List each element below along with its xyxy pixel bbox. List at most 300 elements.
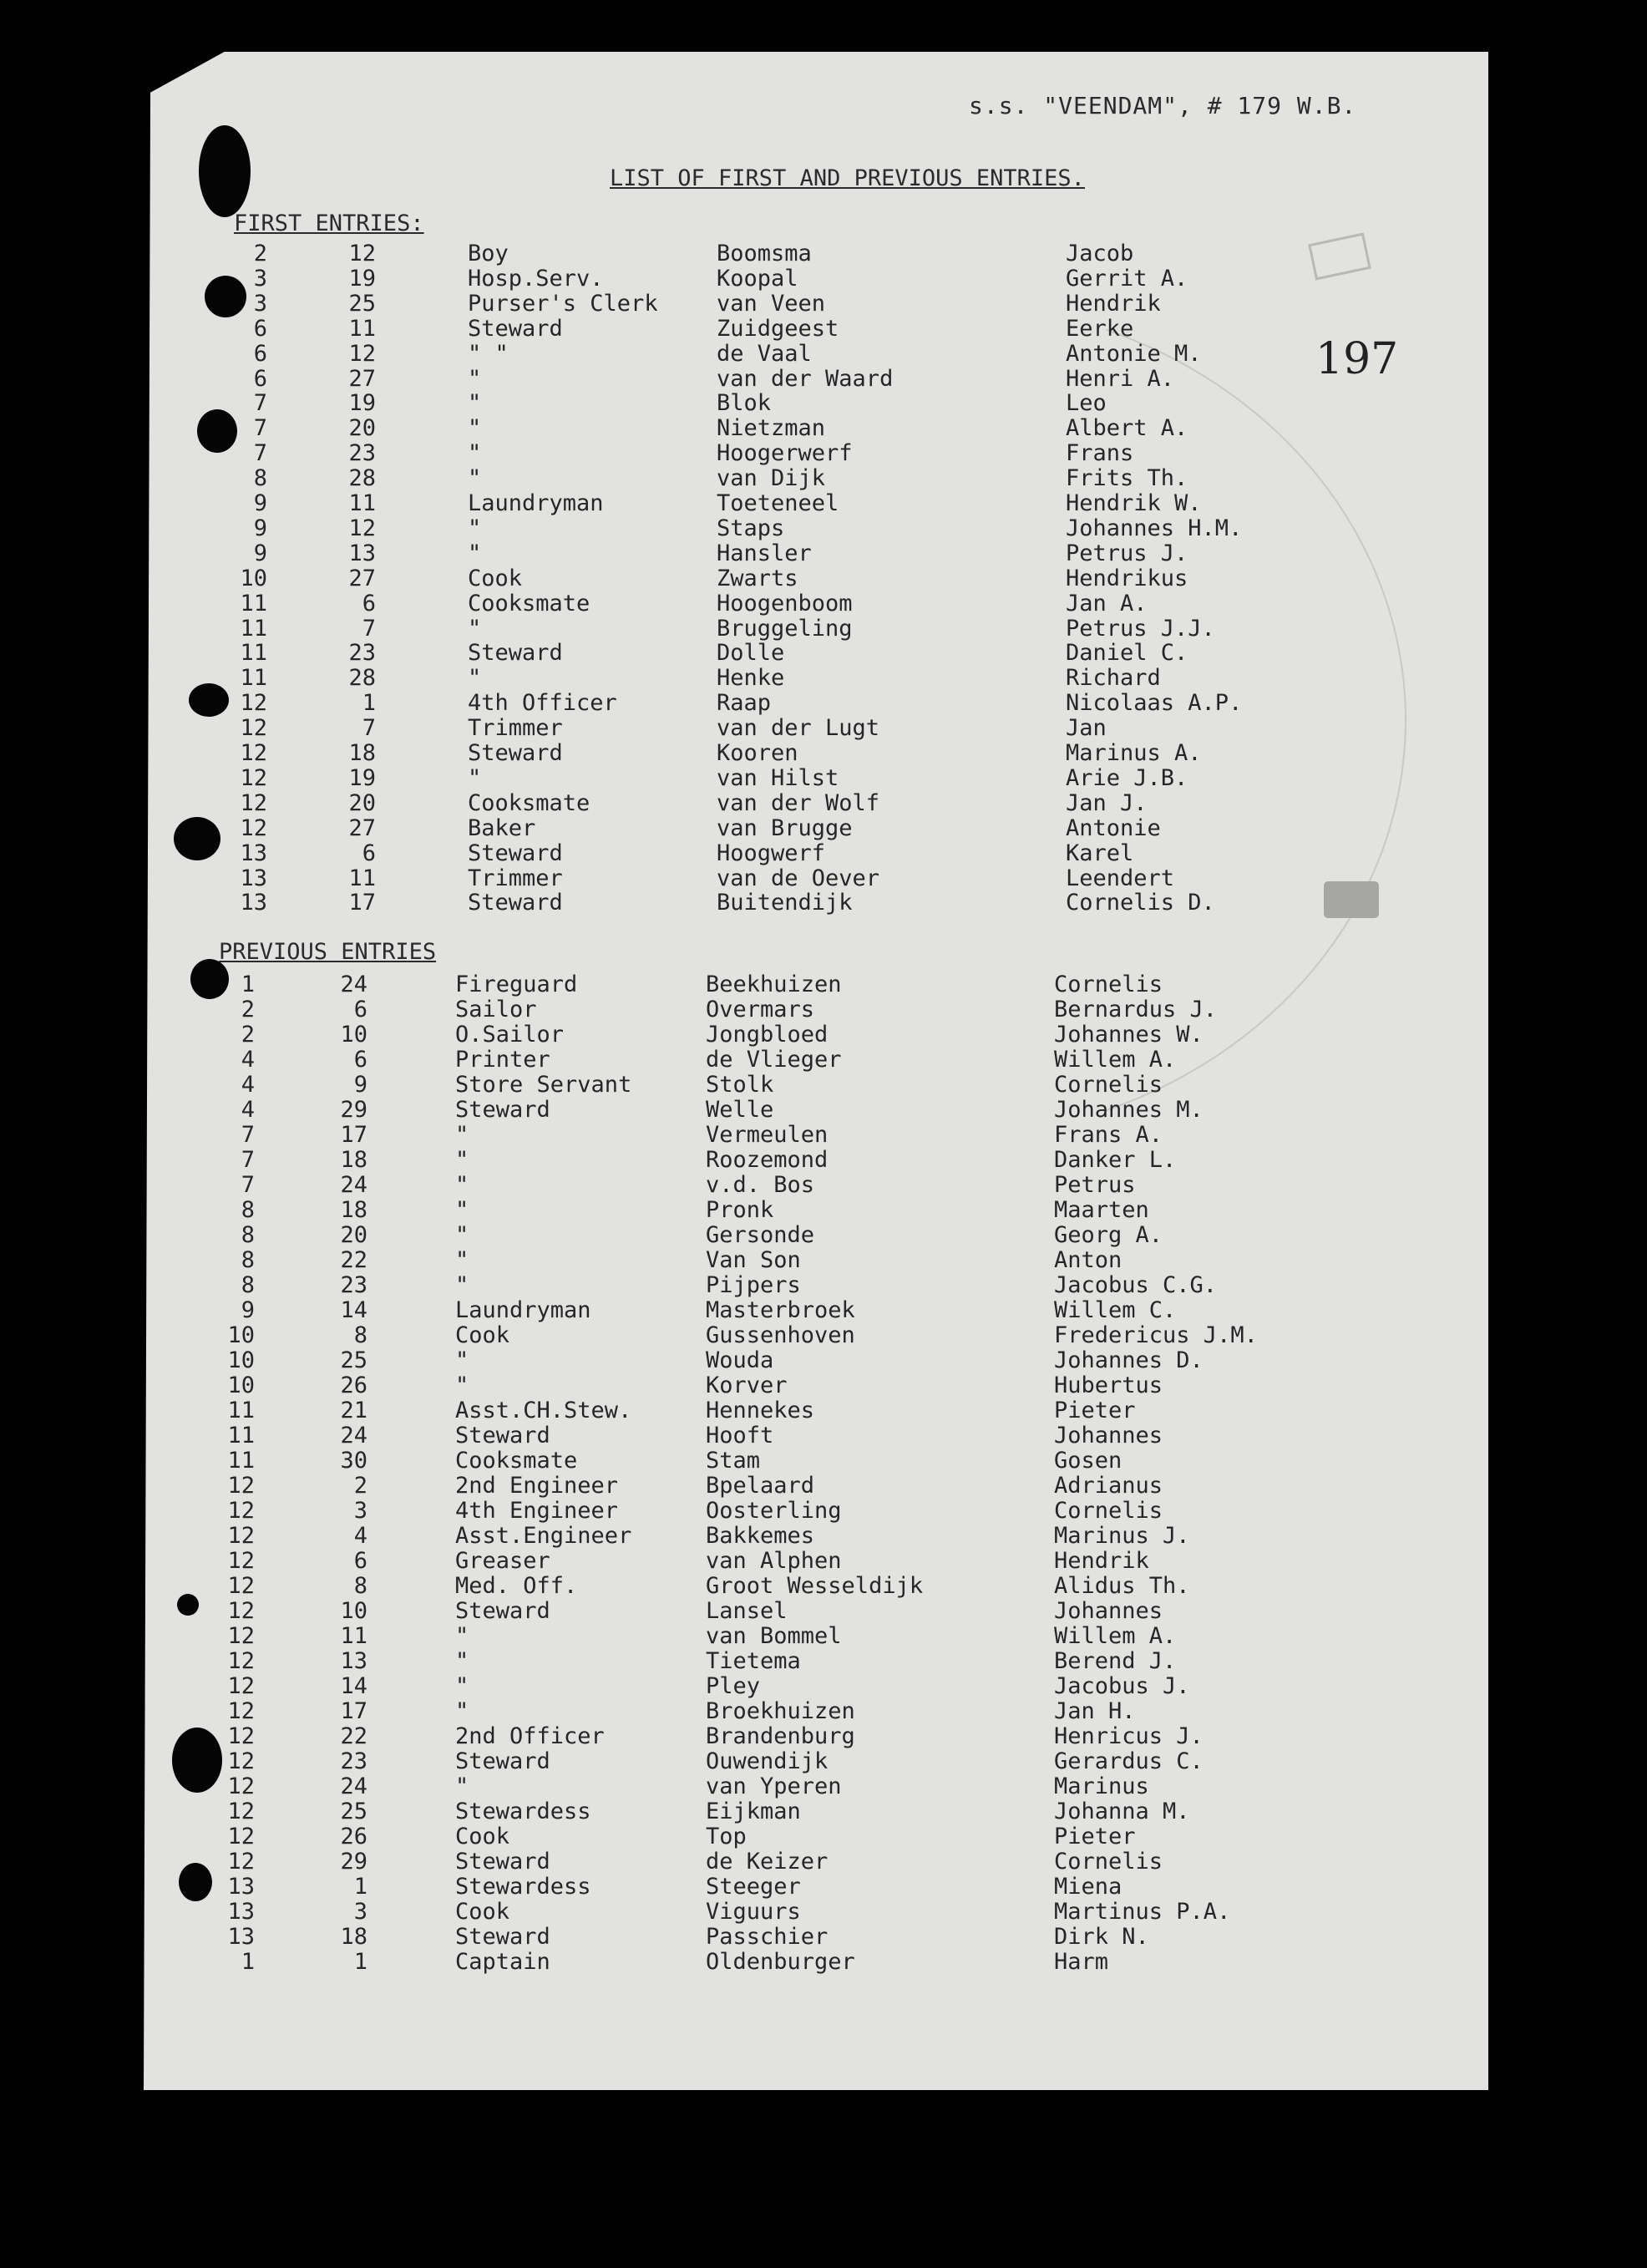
entry-row [0,1197,1647,1222]
entry-row [0,440,1647,465]
day-cell: 3 [353,1498,367,1524]
surname-cell: Bakkemes [706,1523,815,1549]
rating-cell: Cooksmate [468,790,590,816]
day-cell: 22 [340,1247,367,1273]
surname-cell: Henke [717,665,785,691]
entry-row [0,266,1647,291]
surname-cell: Stolk [706,1072,774,1098]
given-name-cell: Frans A. [1054,1122,1163,1148]
rating-cell: " [455,1222,469,1248]
month-cell: 8 [253,465,267,491]
given-name-cell: Hubertus [1054,1372,1163,1398]
day-cell: 21 [340,1398,367,1423]
entry-row [0,1047,1647,1072]
surname-cell: Hoogerwerf [717,440,853,466]
month-cell: 9 [241,1297,255,1323]
entry-row [0,890,1647,915]
entry-row [0,1097,1647,1122]
surname-cell: Zwarts [717,566,798,591]
month-cell: 8 [241,1197,255,1223]
entry-row [0,390,1647,415]
rating-cell: Asst.CH.Stew. [455,1398,632,1423]
given-name-cell: Martinus P.A. [1054,1899,1231,1925]
entry-row [0,316,1647,341]
month-cell: 12 [240,715,267,741]
surname-cell: Eijkman [706,1799,801,1824]
entry-row [0,465,1647,490]
rating-cell: " [455,1272,469,1298]
surname-cell: Beekhuizen [706,972,842,997]
day-cell: 27 [348,366,376,392]
month-cell: 12 [227,1523,255,1549]
rating-cell: Med. Off. [455,1573,578,1599]
rating-cell: Cook [468,566,523,591]
entry-row [0,1297,1647,1322]
surname-cell: van de Oever [717,865,880,891]
page-number: 197 [1315,334,1399,384]
day-cell: 6 [362,840,376,866]
month-cell: 7 [241,1147,255,1173]
surname-cell: Gussenhoven [706,1322,855,1348]
surname-cell: van der Lugt [717,715,880,741]
surname-cell: van Veen [717,291,826,317]
entry-row [0,241,1647,266]
section-title: FIRST ENTRIES: [234,211,424,236]
given-name-cell: Alidus Th. [1054,1573,1190,1599]
day-cell: 18 [340,1197,367,1223]
surname-cell: Lansel [706,1598,788,1624]
month-cell: 11 [227,1448,255,1474]
entry-row [0,1448,1647,1473]
rating-cell: " [468,366,482,392]
surname-cell: Roozemond [706,1147,829,1173]
surname-cell: Buitendijk [717,890,853,916]
month-cell: 6 [253,316,267,342]
month-cell: 12 [227,1498,255,1524]
given-name-cell: Anton [1054,1247,1122,1273]
month-cell: 3 [253,291,267,317]
rating-cell: " [455,1247,469,1273]
day-cell: 20 [348,415,376,441]
month-cell: 12 [227,1799,255,1824]
rating-cell: " [468,765,482,791]
day-cell: 11 [348,865,376,891]
rating-cell: Cooksmate [468,591,590,616]
surname-cell: de Vlieger [706,1047,842,1073]
given-name-cell: Harm [1054,1949,1109,1975]
rating-cell: Steward [468,640,563,666]
day-cell: 17 [340,1698,367,1724]
surname-cell: Masterbroek [706,1297,855,1323]
rating-cell: Captain [455,1949,550,1975]
given-name-cell: Karel [1066,840,1134,866]
rating-cell: " [468,465,482,491]
given-name-cell: Nicolaas A.P. [1066,690,1243,716]
month-cell: 2 [253,241,267,266]
entry-row [0,865,1647,890]
day-cell: 6 [353,1047,367,1073]
rating-cell: Laundryman [468,490,604,516]
given-name-cell: Willem A. [1054,1047,1177,1073]
day-cell: 29 [340,1097,367,1123]
day-cell: 23 [340,1272,367,1298]
surname-cell: Pijpers [706,1272,801,1298]
entry-row [0,1899,1647,1924]
entry-row [0,415,1647,440]
month-cell: 12 [227,1748,255,1774]
surname-cell: Tietema [706,1648,801,1674]
rating-cell: Steward [455,1748,550,1774]
day-cell: 13 [340,1648,367,1674]
given-name-cell: Hendrik [1054,1548,1149,1574]
entry-row [0,1523,1647,1548]
given-name-cell: Fredericus J.M. [1054,1322,1258,1348]
day-cell: 28 [348,465,376,491]
month-cell: 6 [253,366,267,392]
given-name-cell: Frans [1066,440,1134,466]
entry-row [0,1498,1647,1523]
entry-row [0,490,1647,515]
rating-cell: Sailor [455,997,537,1022]
entry-row [0,1222,1647,1247]
surname-cell: van Dijk [717,465,826,491]
month-cell: 12 [240,815,267,841]
surname-cell: van Hilst [717,765,839,791]
given-name-cell: Leo [1066,390,1107,416]
rating-cell: " [455,1122,469,1148]
given-name-cell: Jacob [1066,241,1134,266]
entry-row [0,1147,1647,1172]
month-cell: 2 [241,1022,255,1048]
given-name-cell: Hendrikus [1066,566,1188,591]
day-cell: 25 [340,1347,367,1373]
entry-row [0,665,1647,690]
rating-cell: Steward [455,1598,550,1624]
day-cell: 11 [348,316,376,342]
rating-cell: " [468,515,482,541]
rating-cell: Trimmer [468,715,563,741]
given-name-cell: Richard [1066,665,1161,691]
rating-cell: Steward [468,840,563,866]
day-cell: 11 [340,1623,367,1649]
rating-cell: " [468,440,482,466]
surname-cell: Steeger [706,1874,801,1900]
given-name-cell: Petrus J.J. [1066,616,1215,642]
day-cell: 30 [340,1448,367,1474]
given-name-cell: Johannes D. [1054,1347,1204,1373]
entry-row [0,1247,1647,1272]
entry-row [0,291,1647,316]
month-cell: 12 [227,1698,255,1724]
month-cell: 10 [240,566,267,591]
given-name-cell: Marinus J. [1054,1523,1190,1549]
given-name-cell: Jan [1066,715,1107,741]
page-title: LIST OF FIRST AND PREVIOUS ENTRIES. [610,165,1085,191]
entry-row [0,1372,1647,1398]
day-cell: 12 [348,515,376,541]
rating-cell: " " [468,341,509,367]
surname-cell: Welle [706,1097,774,1123]
rating-cell: Steward [468,740,563,766]
day-cell: 24 [340,1773,367,1799]
given-name-cell: Jacobus J. [1054,1673,1190,1699]
rating-cell: 2nd Officer [455,1723,605,1749]
rating-cell: Steward [455,1423,550,1449]
surname-cell: Gersonde [706,1222,815,1248]
day-cell: 18 [348,740,376,766]
day-cell: 24 [340,1423,367,1449]
rating-cell: " [455,1147,469,1173]
entry-row [0,616,1647,641]
given-name-cell: Gerrit A. [1066,266,1188,292]
month-cell: 1 [241,972,255,997]
rating-cell: Cooksmate [455,1448,578,1474]
rating-cell: " [455,1623,469,1649]
surname-cell: Overmars [706,997,815,1022]
rating-cell: " [468,415,482,441]
month-cell: 10 [227,1347,255,1373]
month-cell: 12 [227,1598,255,1624]
given-name-cell: Cornelis [1054,1072,1163,1098]
surname-cell: v.d. Bos [706,1172,815,1198]
month-cell: 7 [241,1172,255,1198]
entry-row [0,341,1647,366]
day-cell: 28 [348,665,376,691]
month-cell: 10 [227,1372,255,1398]
given-name-cell: Hendrik W. [1066,490,1202,516]
surname-cell: Oldenburger [706,1949,855,1975]
day-cell: 22 [340,1723,367,1749]
rating-cell: Steward [455,1924,550,1950]
rating-cell: " [455,1347,469,1373]
rating-cell: " [455,1673,469,1699]
surname-cell: van Bommel [706,1623,842,1649]
given-name-cell: Maarten [1054,1197,1149,1223]
month-cell: 11 [240,665,267,691]
month-cell: 11 [227,1398,255,1423]
given-name-cell: Johanna M. [1054,1799,1190,1824]
given-name-cell: Pieter [1054,1824,1136,1849]
rating-cell: Purser's Clerk [468,291,658,317]
given-name-cell: Miena [1054,1874,1122,1900]
surname-cell: Groot Wesseldijk [706,1573,924,1599]
given-name-cell: Johannes M. [1054,1097,1204,1123]
day-cell: 7 [362,715,376,741]
given-name-cell: Johannes H.M. [1066,515,1243,541]
entry-row [0,1698,1647,1723]
given-name-cell: Berend J. [1054,1648,1177,1674]
rating-cell: Trimmer [468,865,563,891]
month-cell: 8 [241,1222,255,1248]
rating-cell: Boy [468,241,509,266]
surname-cell: Hoogwerf [717,840,826,866]
rating-cell: Steward [455,1849,550,1875]
given-name-cell: Jan J. [1066,790,1148,816]
entry-row [0,1172,1647,1197]
entry-row [0,1398,1647,1423]
month-cell: 4 [241,1097,255,1123]
entry-row [0,1824,1647,1849]
day-cell: 27 [348,815,376,841]
surname-cell: Staps [717,515,785,541]
entry-row [0,640,1647,665]
rating-cell: Laundryman [455,1297,591,1323]
surname-cell: Van Son [706,1247,801,1273]
entry-row [0,1573,1647,1598]
given-name-cell: Jan A. [1066,591,1148,616]
month-cell: 4 [241,1047,255,1073]
given-name-cell: Petrus [1054,1172,1136,1198]
rating-cell: Greaser [455,1548,550,1574]
month-cell: 12 [227,1673,255,1699]
rating-cell: " [455,1648,469,1674]
surname-cell: Brandenburg [706,1723,855,1749]
month-cell: 8 [241,1247,255,1273]
day-cell: 2 [353,1473,367,1499]
given-name-cell: Marinus A. [1066,740,1202,766]
entry-row [0,1673,1647,1698]
given-name-cell: Cornelis D. [1066,890,1215,916]
entry-row [0,1623,1647,1648]
entry-row [0,1548,1647,1573]
day-cell: 18 [340,1147,367,1173]
month-cell: 12 [240,790,267,816]
surname-cell: Dolle [717,640,785,666]
surname-cell: Kooren [717,740,798,766]
rating-cell: Stewardess [455,1874,591,1900]
rating-cell: " [468,616,482,642]
rating-cell: Printer [455,1047,550,1073]
entry-row [0,972,1647,997]
month-cell: 9 [253,540,267,566]
month-cell: 12 [227,1648,255,1674]
month-cell: 12 [240,765,267,791]
surname-cell: Ouwendijk [706,1748,829,1774]
day-cell: 20 [340,1222,367,1248]
day-cell: 6 [353,997,367,1022]
rating-cell: " [455,1197,469,1223]
day-cell: 12 [348,341,376,367]
given-name-cell: Johannes [1054,1598,1163,1624]
day-cell: 19 [348,765,376,791]
day-cell: 19 [348,266,376,292]
rating-cell: Steward [468,890,563,916]
day-cell: 26 [340,1824,367,1849]
day-cell: 3 [353,1899,367,1925]
month-cell: 12 [227,1773,255,1799]
given-name-cell: Arie J.B. [1066,765,1188,791]
given-name-cell: Cornelis [1054,1498,1163,1524]
surname-cell: Blok [717,390,772,416]
month-cell: 13 [240,865,267,891]
day-cell: 14 [340,1297,367,1323]
rating-cell: Asst.Engineer [455,1523,632,1549]
rating-cell: Steward [455,1097,550,1123]
month-cell: 6 [253,341,267,367]
given-name-cell: Danker L. [1054,1147,1177,1173]
entry-row [0,366,1647,391]
day-cell: 23 [348,640,376,666]
month-cell: 13 [227,1899,255,1925]
month-cell: 11 [240,616,267,642]
rating-cell: Baker [468,815,536,841]
surname-cell: van Brugge [717,815,853,841]
day-cell: 25 [340,1799,367,1824]
month-cell: 1 [241,1949,255,1975]
surname-cell: Hoogenboom [717,591,853,616]
entry-row [0,1799,1647,1824]
given-name-cell: Pieter [1054,1398,1136,1423]
given-name-cell: Cornelis [1054,1849,1163,1875]
month-cell: 7 [253,390,267,416]
given-name-cell: Henri A. [1066,366,1175,392]
given-name-cell: Adrianus [1054,1473,1163,1499]
rating-cell: Cook [455,1824,510,1849]
month-cell: 11 [240,640,267,666]
day-cell: 27 [348,566,376,591]
month-cell: 12 [240,690,267,716]
day-cell: 23 [348,440,376,466]
entry-row [0,1322,1647,1347]
given-name-cell: Jacobus C.G. [1054,1272,1218,1298]
entry-row [0,840,1647,865]
surname-cell: Top [706,1824,747,1849]
given-name-cell: Eerke [1066,316,1134,342]
rating-cell: Fireguard [455,972,578,997]
entry-row [0,1423,1647,1448]
rating-cell: " [455,1698,469,1724]
day-cell: 10 [340,1022,367,1048]
rating-cell: " [455,1773,469,1799]
given-name-cell: Leendert [1066,865,1175,891]
rating-cell: Stewardess [455,1799,591,1824]
rating-cell: 4th Officer [468,690,617,716]
month-cell: 12 [227,1548,255,1574]
entry-row [0,765,1647,790]
given-name-cell: Dirk N. [1054,1924,1149,1950]
day-cell: 1 [362,690,376,716]
given-name-cell: Johannes W. [1054,1022,1204,1048]
surname-cell: de Keizer [706,1849,829,1875]
surname-cell: van der Waard [717,366,894,392]
given-name-cell: Albert A. [1066,415,1188,441]
month-cell: 11 [240,591,267,616]
entry-row [0,1347,1647,1372]
month-cell: 12 [227,1723,255,1749]
rating-cell: " [468,390,482,416]
day-cell: 24 [340,972,367,997]
given-name-cell: Willem C. [1054,1297,1177,1323]
entry-row [0,515,1647,540]
day-cell: 18 [340,1924,367,1950]
day-cell: 19 [348,390,376,416]
entry-row [0,1748,1647,1773]
month-cell: 10 [227,1322,255,1348]
month-cell: 12 [240,740,267,766]
month-cell: 2 [241,997,255,1022]
entry-row [0,997,1647,1022]
given-name-cell: Jan H. [1054,1698,1136,1724]
surname-cell: Oosterling [706,1498,842,1524]
punch-hole [199,125,251,217]
rating-cell: " [468,540,482,566]
month-cell: 4 [241,1072,255,1098]
rating-cell: " [468,665,482,691]
surname-cell: Raap [717,690,772,716]
day-cell: 7 [362,616,376,642]
surname-cell: Viguurs [706,1899,801,1925]
day-cell: 11 [348,490,376,516]
